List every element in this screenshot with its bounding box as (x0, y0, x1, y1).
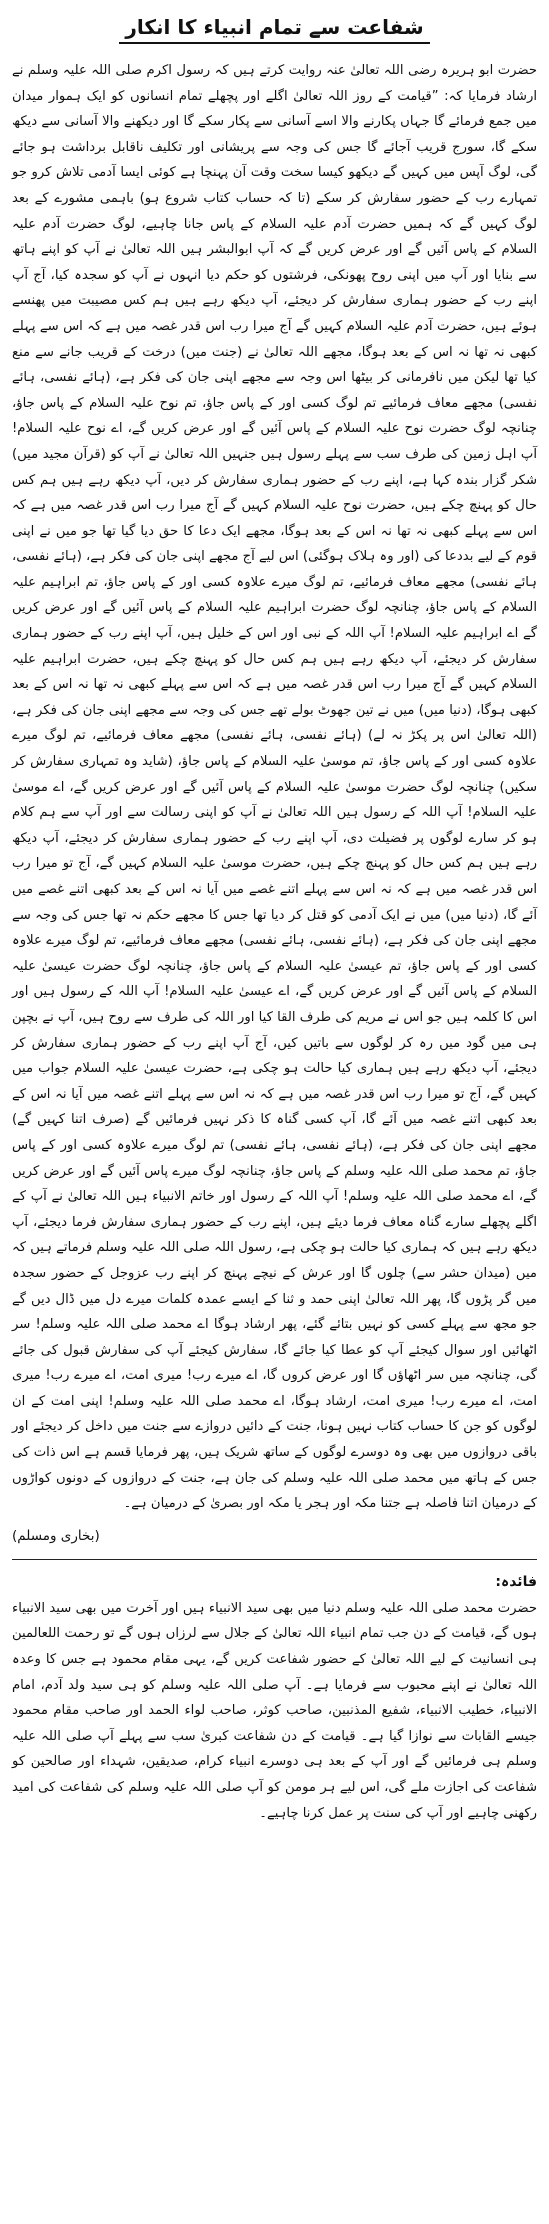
title-block (12, 14, 537, 44)
note-text: حضرت محمد صلی اللہ علیہ وسلم دنیا میں بھی سید الانبیاء ہیں اور آخرت میں بھی سید الانبیاء ہوں گے، قیامت کے دن جب تمام انبیاء اللہ تعالیٰ کے جلال سے لرزاں ہوں گے تو رحمت اللعالمین ہی انسانیت کے لیے اللہ تعالیٰ کے حضور شفاعت کریں گے، یہی مقام محمود ہے جس کا وعدہ اللہ تعالیٰ نے اپنے محبوب سے فرمایا ہے۔ آپ صلی اللہ علیہ وسلم کو ہی سید ولد آدم، امام الانبیاء، خطیب الانبیاء، شفیع المذنبین، صاحب کوثر، صاحب لواء الحمد اور صاحب مقام محمود جیسے القابات سے نوازا گیا ہے۔ قیامت کے دن شفاعت کبریٰ سب سے پہلے آپ صلی اللہ علیہ وسلم ہی فرمائیں گے اور آپ کے بعد ہی دوسرے انبیاء کرام، صدیقین، شہداء اور صالحین کو شفاعت کی اجازت ملے گی، اس لیے ہر مومن کو آپ صلی اللہ علیہ وسلم کی شفاعت کی امید رکھنی چاہیے اور آپ کی سنت پر عمل کرنا چاہیے۔ (12, 1600, 537, 1821)
hadith-text: حضرت ابو ہریرہ رضی اللہ تعالیٰ عنہ روایت کرتے ہیں کہ رسول اکرم صلی اللہ علیہ وسلم نے ارشاد فرمایا کہ: ”قیامت کے روز اللہ تعالیٰ اگلے اور پچھلے تمام انسانوں کو ایک ہموار میدان میں جمع فرمائے گا جہاں پکارنے والا اسے آسانی سے پکار سکے گا اور دیکھنے والا آسانی سے دیکھ سکے گا، سورج قریب آجائے گا جس کی وجہ سے پریشانی اور تکلیف ناقابل برداشت ہو جائے گی، لوگ آپس میں کہیں گے دیکھو کیسا سخت وقت آن پہنچا ہے کوئی ایسا آدمی تلاش کرو جو تمہارے رب کے حضور سفارش کر سکے (تا کہ حساب کتاب شروع ہو) باہمی مشورے کے بعد لوگ کہیں گے کہ ہمیں حضرت آدم علیہ السلام کے پاس جانا چاہیے، لوگ حضرت آدم علیہ السلام کے پاس آئیں گے اور عرض کریں گے کہ آپ ابوالبشر ہیں اللہ تعالیٰ نے آپ کو اپنے ہاتھ سے بنایا اور آپ میں اپنی روح پھونکی، فرشتوں کو حکم دیا انہوں نے آپ کو سجدہ کیا، آج آپ اپنے رب کے حضور ہماری سفارش کر دیجئے، آپ دیکھ رہے ہیں ہم کس مصیبت میں پھنسے ہوئے ہیں، حضرت آدم علیہ السلام کہیں گے آج میرا رب اس قدر غصہ میں ہے کہ اس سے پہلے کبھی نہ تھا نہ اس کے بعد ہوگا، مجھے اللہ تعالیٰ نے (جنت میں) درخت کے قریب جانے سے منع کیا تھا لیکن میں نافرمانی کر بیٹھا اس وجہ سے مجھے اپنی جان کی فکر ہے، (ہائے نفسی، ہائے نفسی) مجھے معاف فرمائیے تم لوگ کسی اور کے پاس جاؤ، تم نوح علیہ السلام کے پاس جاؤ، چنانچہ لوگ حضرت نوح علیہ السلام کے پاس آئیں گے اور عرض کریں گے، اے نوح علیہ السلام! آپ اہل زمین کی طرف سب سے پہلے رسول ہیں جنہیں اللہ تعالیٰ نے آپ کو (قرآن مجید میں) شکر گزار بندہ کہا ہے، اپنے رب کے حضور ہماری سفارش کر دیں، آپ دیکھ رہے ہیں ہم کس حال کو پہنچ چکے ہیں، حضرت نوح علیہ السلام کہیں گے آج میرا رب اس قدر غصہ میں ہے کہ اس سے پہلے کبھی نہ تھا نہ اس کے بعد ہوگا، مجھے ایک دعا کا حق دیا گیا تھا جو میں نے اپنی قوم کے لیے بددعا کی (اور وہ ہلاک ہوگئی) اس لیے آج مجھے اپنی جان کی فکر ہے، (ہائے نفسی، ہائے نفسی) مجھے معاف فرمائیے، تم لوگ میرے علاوہ کسی اور کے پاس جاؤ، تم ابراہیم علیہ السلام کے پاس جاؤ، چنانچہ لوگ حضرت ابراہیم علیہ السلام کے پاس آئیں گے اور عرض کریں گے اے ابراہیم علیہ السلام! آپ اللہ کے نبی اور اس کے خلیل ہیں، آپ اپنے رب کے حضور ہماری سفارش کر دیجئے، آپ دیکھ رہے ہیں ہم کس حال کو پہنچ چکے ہیں، حضرت ابراہیم علیہ السلام کہیں گے آج میرا رب اس قدر غصہ میں ہے کہ اس سے پہلے کبھی نہ تھا نہ اس کے بعد کبھی ہوگا، (دنیا میں) میں نے تین جھوٹ بولے تھے جس کی وجہ سے مجھے اپنی جان کی فکر ہے، (اللہ تعالیٰ اس پر پکڑ نہ لے) (ہائے نفسی، ہائے نفسی) مجھے معاف فرمائیے، تم لوگ میرے علاوہ کسی اور کے پاس جاؤ، تم موسیٰ علیہ السلام کے پاس جاؤ، (شاید وہ تمہاری سفارش کر سکیں) چنانچہ لوگ حضرت موسیٰ علیہ السلام کے پاس آئیں گے اور عرض کریں گے، اے موسیٰ علیہ السلام! آپ اللہ کے رسول ہیں اللہ تعالیٰ نے آپ کو اپنی رسالت سے اور آپ سے ہم کلام ہو کر سارے لوگوں پر فضیلت دی، آپ اپنے رب کے حضور ہماری سفارش کر دیجئے، آپ دیکھ رہے ہیں ہم کس حال کو پہنچ چکے ہیں، حضرت موسیٰ علیہ السلام کہیں گے، آج تو میرا رب اس قدر غصہ میں ہے کہ نہ اس سے پہلے اتنے غصے میں آیا نہ اس کے بعد کبھی اتنے غصے میں آئے گا، (دنیا میں) میں نے ایک آدمی کو قتل کر دیا تھا جس کا مجھے حکم نہ تھا جس کی وجہ سے مجھے اپنی جان کی فکر ہے، (ہائے نفسی، ہائے نفسی) مجھے معاف فرمائیے، تم لوگ میرے علاوہ کسی اور کے پاس جاؤ، تم عیسیٰ علیہ السلام کے پاس جاؤ، چنانچہ لوگ حضرت عیسیٰ علیہ السلام کے پاس آئیں گے اور عرض کریں گے، اے عیسیٰ علیہ السلام! آپ اللہ کے رسول ہیں اور اس کا کلمہ ہیں جو اس نے مریم کی طرف القا کیا اور اللہ کی طرف سے روح ہیں، آپ نے بچپن ہی میں گود میں رہ کر لوگوں سے باتیں کیں، آج آپ اپنے رب کے حضور ہماری سفارش کر دیجئے، آپ دیکھ رہے ہیں ہماری کیا حالت ہو چکی ہے، حضرت عیسیٰ علیہ السلام جواب میں کہیں گے، آج تو میرا رب اس قدر غصہ میں ہے کہ نہ اس سے پہلے اتنے غصہ میں آیا نہ اس کے بعد کبھی اتنے غصہ میں آئے گا، آپ کسی گناہ کا ذکر نہیں فرمائیں گے (صرف اتنا کہیں گے) مجھے اپنی جان کی فکر ہے، (ہائے نفسی، ہائے نفسی) تم لوگ میرے علاوہ کسی اور کے پاس جاؤ، تم محمد صلی اللہ علیہ وسلم کے پاس جاؤ، چنانچہ لوگ میرے پاس آئیں گے اور عرض کریں گے، اے محمد صلی اللہ علیہ وسلم! آپ اللہ کے رسول اور خاتم الانبیاء ہیں اللہ تعالیٰ نے آپ کے اگلے پچھلے سارے گناہ معاف فرما دیئے ہیں، اپنے رب کے حضور ہماری سفارش فرما دیجئے، آپ دیکھ رہے ہیں کہ ہماری کیا حالت ہو چکی ہے، رسول اللہ صلی اللہ علیہ وسلم فرماتے ہیں کہ میں (میدان حشر سے) چلوں گا اور عرش کے نیچے پہنچ کر اپنے رب عزوجل کے حضور سجدہ میں گر پڑوں گا، پھر اللہ تعالیٰ اپنی حمد و ثنا کے ایسے عمدہ کلمات میرے دل میں ڈال دیں گے جو مجھ سے پہلے کسی کو نہیں بتائے گئے، پھر ارشاد ہوگا اے محمد صلی اللہ علیہ وسلم! سر اٹھائیں اور سوال کیجئے آپ کو عطا کیا جائے گا، سفارش کیجئے آپ کی سفارش قبول کی جائے گی، چنانچہ میں سر اٹھاؤں گا اور عرض کروں گا، اے میرے رب! میری امت، اے میرے رب! میری امت، اے میرے رب! میری امت، ارشاد ہوگا، اے محمد صلی اللہ علیہ وسلم! اپنی امت کے ان لوگوں کو جن کا حساب کتاب نہیں ہونا، جنت کے دائیں دروازے سے جنت میں داخل کر دیجئے اور باقی دروازوں میں بھی وہ دوسرے لوگوں کے ساتھ شریک ہیں، پھر فرمایا قسم ہے اس ذات کی جس کے ہاتھ میں محمد صلی اللہ علیہ وسلم کی جان ہے، جنت کے دروازوں کے دونوں کواڑوں کے درمیان اتنا فاصلہ ہے جتنا مکہ اور ہجر یا مکہ اور بصریٰ کے درمیان ہے۔ (12, 63, 537, 1512)
hadith-reference: (بخاری ومسلم) (12, 1527, 100, 1544)
note-heading: فائدہ: (495, 1573, 537, 1590)
section-divider (12, 1559, 537, 1560)
page-title: شفاعت سے تمام انبیاء کا انکار (119, 14, 429, 44)
